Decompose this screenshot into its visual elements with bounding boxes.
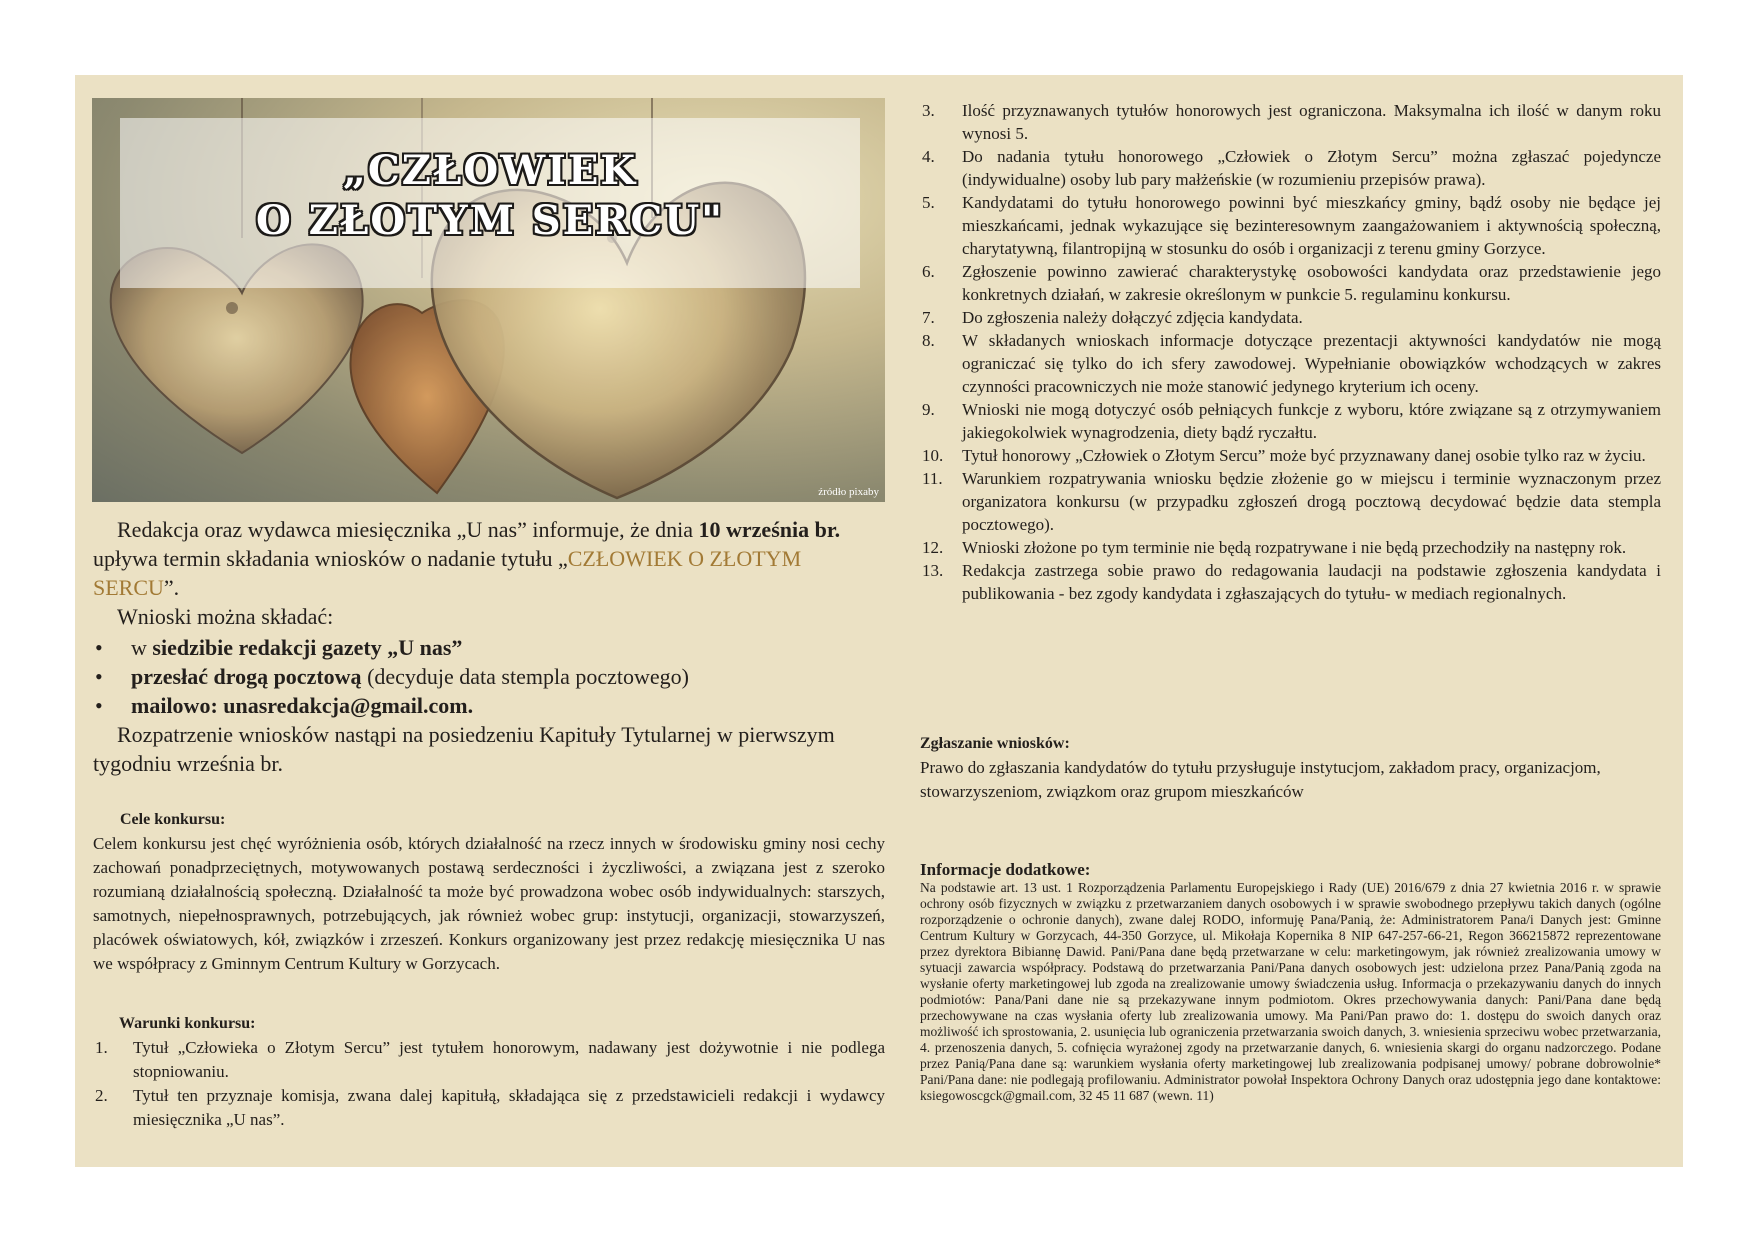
item-text: Tytuł honorowy „Człowiek o Złotym Sercu” może być przyznawany danej osobie tylko raz w życiu. <box>962 446 1646 465</box>
item-number: 7. <box>922 308 935 327</box>
conditions-heading: Warunki konkursu: <box>119 1015 256 1032</box>
list-item <box>93 1084 885 1132</box>
intro-paragraph-2: Wnioski można składać: <box>117 604 334 629</box>
list-item <box>93 691 885 720</box>
list-item <box>920 306 1661 329</box>
item-text: Kandydatami do tytułu honorowego powinni być mieszkańcy gminy, bądź osoby nie będące jej mieszkańcami, jednak wykazujące się bezinteresownym zaangażowaniem i aktywnością społeczną, charytatywną, filantropijną w stosunku do osób i organizacji z terenu gminy Gorzyce. <box>962 193 1661 258</box>
goals-text: Celem konkursu jest chęć wyróżnienia osób, których działalność na rzecz innych w środowisku gminy nosi cechy zachowań ponadprzeciętnych, motywowanych postawą serdeczności i życzliwości, a związana jest z szeroko rozumianą działalnością społeczną. Działalność ta może być prowadzona wobec osób indywidualnych: starszych, samotnych, niepełnosprawnych, potrzebujących, jak również wobec grup: instytucji, organizacji, stowarzyszeń, placówek oświatowych, kół, związków i zrzeszeń. Konkurs organizowany jest przez redakcję miesięcznika U nas we współpracy z Gminnym Centrum Kultury w Gorzycach. <box>93 834 885 973</box>
additional-info-heading: Informacje dodatkowe: <box>920 860 1091 879</box>
item-number: 3. <box>922 101 935 120</box>
bullet-icon: • <box>95 693 103 718</box>
method-post-note: (decyduje data stempla pocztowego) <box>361 664 689 689</box>
list-item <box>920 559 1661 605</box>
additional-info-section <box>920 860 1661 1104</box>
award-title: CZŁOWIEK O ZŁOTYM SERCU <box>93 546 802 600</box>
item-text: Warunkiem rozpatrywania wniosku będzie złożenie go w miejscu i terminie wyznaczonym przez organizatora konkursu (w przypadku zgłoszeń drogą pocztową decydować będzie data stempla pocztowego). <box>962 469 1661 534</box>
item-text: Do nadania tytułu honorowego „Człowiek o Złotym Sercu” można zgłaszać pojedyncze (indywidualne) osoby lub pary małżeńskie (w rozumieniu przepisów prawa). <box>962 147 1661 189</box>
method-post: przesłać drogą pocztową <box>131 664 362 689</box>
item-number: 8. <box>922 331 935 350</box>
intro-text-3: ”. <box>163 575 180 600</box>
gdpr-text: Na podstawie art. 13 ust. 1 Rozporządzenia Parlamentu Europejskiego i Rady (UE) 2016/679 z dnia 27 kwietnia 2016 r. w sprawie ochrony osób fizycznych w związku z przetwarzaniem danych osobowych i w sprawie swobodnego przepływu takich danych (ogólne rozporządzenie o ochronie danych), zwane dalej RODO, informuję Pana/Panią, że: Administratorem Pana/i Danych jest: Gminne Centrum Kultury w Gorzycach, 44-350 Gorzyce, ul. Mikołaja Kopernika 8 NIP 647-257-66-21, Regon 366215872 reprezentowane przez dyrektora Bibiannę Dawid. Pani/Pana dane będą przetwarzane w celu: marketingowym, jak również zrealizowania umowy w sytuacji zawarcia współpracy. Podstawą do przetwarzania Pani/Pana danych osobowych jest: udzielona przez Pana/Panią zgoda na wysłanie oferty marketingowej lub zgoda na zrealizowanie umowy świadczenia usług. Informacja o przekazywaniu danych do innych podmiotów: Pana/Pani dane nie są przekazywane innym podmiotom. Okres przechowywania danych: Pani/Pana dane będą przechowywane na czas wysłania oferty lub zrealizowania umowy. Ma Pani/Pan prawo do: 1. dostępu do swoich danych oraz możliwość ich sprostowania, 2. usunięcia lub ograniczenia przetwarzania swoich danych, 3. wniesienia sprzeciwu wobec przetwarzania, 4. przenoszenia danych, 5. cofnięcia wyrażonej zgody na przetwarzanie danych, 6. wniesienia skargi do organu nadzorczego. Podane przez Panią/Pana dane są: warunkiem wysłania oferty marketingowej lub zrealizowania podpisanej umowy/ pobrane dobrowolnie* Pani/Pana dane: nie podlegają profilowaniu. Administrator powołał Inspektora Ochrony Danych oraz udostępnia jego dane kontaktowe: ksiegowoscgck@gmail.com, 32 45 11 687 (wewn. 11) <box>920 880 1661 1103</box>
intro-text: Redakcja oraz wydawca miesięcznika „U nas” informuje, że dnia <box>117 517 699 542</box>
conditions-section <box>93 1012 885 1132</box>
item-number: 12. <box>922 538 944 557</box>
hero-title <box>120 146 860 246</box>
rules-list <box>920 99 1661 605</box>
list-item <box>920 467 1661 536</box>
list-item <box>920 329 1661 398</box>
list-item <box>920 145 1661 191</box>
item-text: Tytuł „Człowieka o Złotym Sercu” jest tytułem honorowym, nadawany jest dożywotnie i nie podlega stopniowaniu. <box>133 1038 885 1081</box>
item-number: 9. <box>922 400 935 419</box>
hero-title-line-1: „CZŁOWIEK <box>342 147 638 194</box>
goals-section <box>93 808 885 976</box>
list-item <box>920 444 1661 467</box>
item-text: Wnioski złożone po tym terminie nie będą rozpatrywane i nie będą przechodziły na następny rok. <box>962 538 1627 557</box>
hero-image <box>92 98 885 502</box>
method-email: mailowo: unasredakcja@gmail.com. <box>131 693 474 718</box>
item-number: 11. <box>922 469 943 488</box>
list-item <box>93 1036 885 1084</box>
method-prefix: w <box>131 635 153 660</box>
goals-heading: Cele konkursu: <box>120 811 226 828</box>
submission-methods <box>93 633 885 720</box>
intro-section <box>93 515 885 778</box>
list-item <box>920 536 1661 559</box>
list-item <box>920 191 1661 260</box>
item-text: Tytuł ten przyznaje komisja, zwana dalej kapitułą, składająca się z przedstawicieli redakcji i wydawcy miesięcznika „U nas”. <box>133 1086 885 1129</box>
list-item <box>93 662 885 691</box>
item-number: 5. <box>922 193 935 212</box>
rules-section <box>920 99 1661 605</box>
item-text: Ilość przyznawanych tytułów honorowych jest ograniczona. Maksymalna ich ilość w danym roku wynosi 5. <box>962 101 1661 143</box>
list-item <box>920 398 1661 444</box>
item-number: 1. <box>95 1038 108 1057</box>
submission-text: Prawo do zgłaszania kandydatów do tytułu przysługuje instytucjom, zakładom pracy, organizacjom, stowarzyszeniom, związkom oraz grupom mieszkańców <box>920 758 1601 801</box>
item-text: Do zgłoszenia należy dołączyć zdjęcia kandydata. <box>962 308 1303 327</box>
hero-title-line-2: O ZŁOTYM SERCU" <box>256 197 724 244</box>
submission-section <box>920 732 1661 804</box>
bullet-icon: • <box>95 635 103 660</box>
item-number: 6. <box>922 262 935 281</box>
list-item <box>93 633 885 662</box>
list-item <box>920 260 1661 306</box>
item-text: Wnioski nie mogą dotyczyć osób pełniących funkcje z wyboru, które związane są z otrzymywaniem jakiegokolwiek wynagrodzenia, diety bądź ryczałtu. <box>962 400 1661 442</box>
conditions-list <box>93 1036 885 1132</box>
item-text: Zgłoszenie powinno zawierać charakterystykę osobowości kandydata oraz przedstawienie jego konkretnych działań, w zakresie określonym w punkcie 5. regulaminu konkursu. <box>962 262 1661 304</box>
method-office: siedzibie redakcji gazety „U nas” <box>152 635 463 660</box>
intro-text-2: upływa termin składania wniosków o nadanie tytułu „ <box>93 546 568 571</box>
item-number: 10. <box>922 446 944 465</box>
image-credit: źródło pixaby <box>818 486 879 498</box>
list-item <box>920 99 1661 145</box>
intro-paragraph-3: Rozpatrzenie wniosków nastąpi na posiedzeniu Kapituły Tytularnej w pierwszym tygodniu września br. <box>93 722 835 776</box>
item-number: 13. <box>922 561 944 580</box>
bullet-icon: • <box>95 664 103 689</box>
item-text: W składanych wnioskach informacje dotyczące prezentacji aktywności kandydatów nie mogą ograniczać się tylko do ich sfery zawodowej. Wypełnianie obowiązków wchodzących w zakres czynności pracowniczych nie może stanowić jedynego kryterium ich oceny. <box>962 331 1661 396</box>
flyer-page <box>75 75 1683 1167</box>
item-number: 4. <box>922 147 935 166</box>
deadline-date: 10 września br. <box>698 517 841 542</box>
submission-heading: Zgłaszanie wniosków: <box>920 735 1070 752</box>
intro-paragraph-1 <box>93 515 885 602</box>
item-text: Redakcja zastrzega sobie prawo do redagowania laudacji na podstawie zgłoszenia kandydata i publikowania - bez zgody kandydata i zgłaszających do tytułu- w mediach regionalnych. <box>962 561 1661 603</box>
item-number: 2. <box>95 1086 108 1105</box>
